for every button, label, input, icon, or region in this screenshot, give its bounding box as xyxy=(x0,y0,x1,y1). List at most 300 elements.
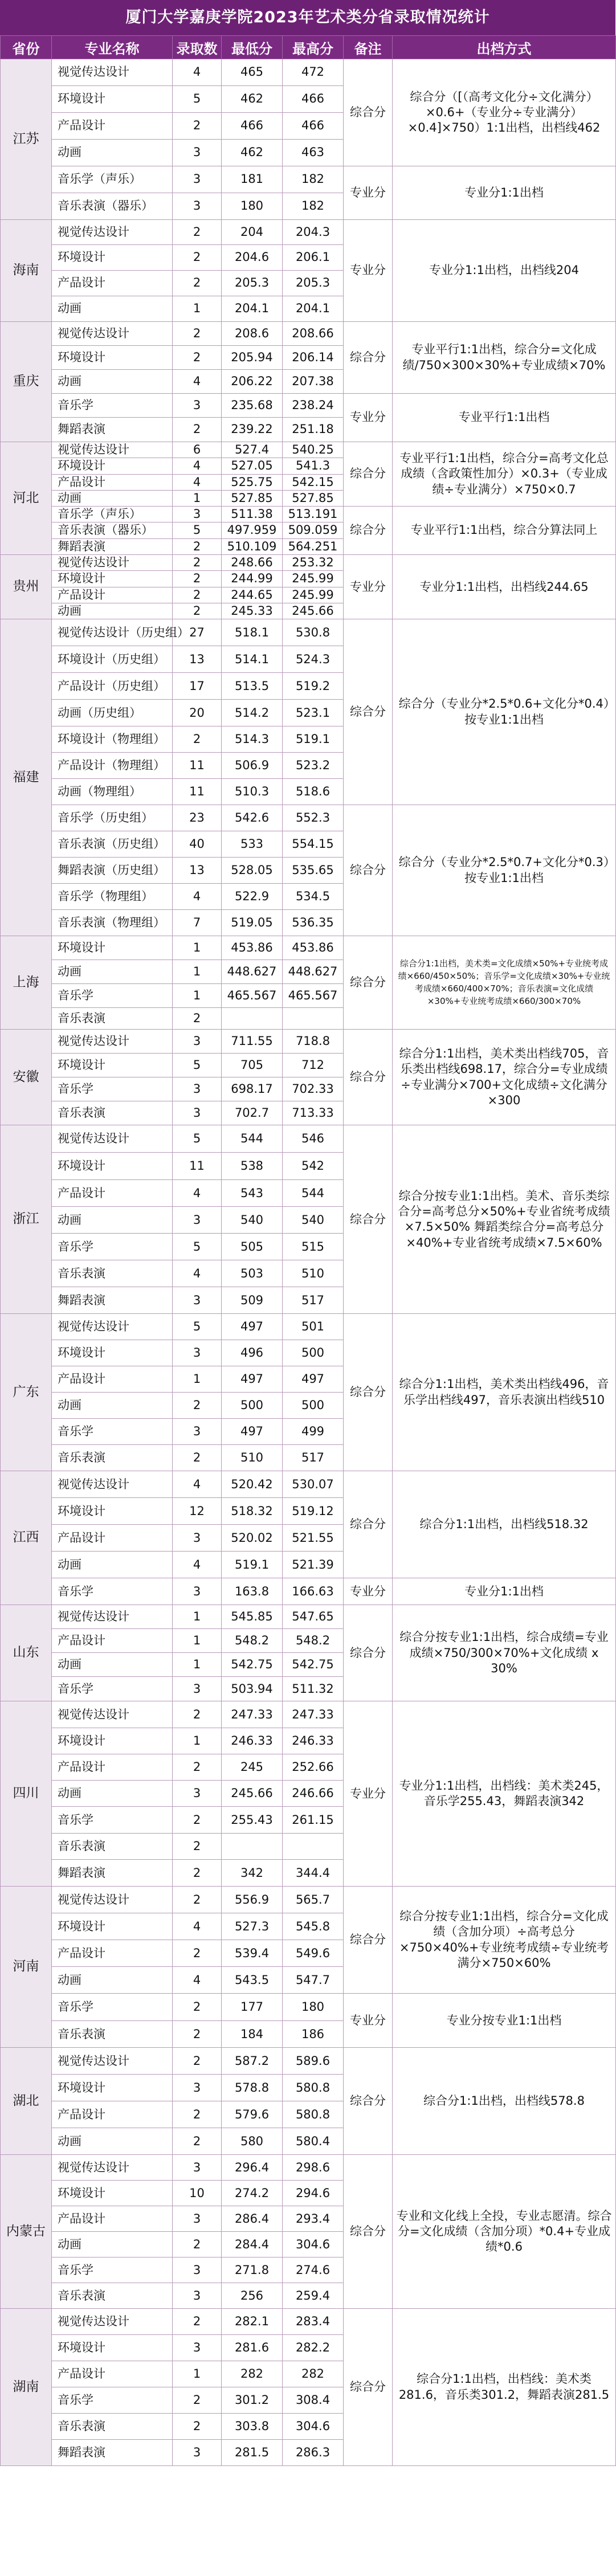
min-score-cell: 514.3 xyxy=(222,726,283,753)
max-score-cell: 298.6 xyxy=(283,2155,344,2181)
min-score-cell: 206.22 xyxy=(222,370,283,394)
max-score-cell: 466 xyxy=(283,86,344,113)
max-score-cell: 542 xyxy=(283,1153,344,1180)
min-score-cell: 462 xyxy=(222,86,283,113)
min-score-cell: 282 xyxy=(222,2361,283,2387)
count-cell: 3 xyxy=(173,1207,222,1234)
max-score-cell: 180 xyxy=(283,1994,344,2021)
count-cell: 3 xyxy=(173,1030,222,1054)
rule-cell: 专业平行1:1出档，综合分=高考文化总成绩（含政策性加分）×0.3+（专业成绩÷专业满分）×750×0.7 xyxy=(393,442,616,507)
max-score-cell: 589.6 xyxy=(283,2048,344,2075)
min-score-cell: 255.43 xyxy=(222,1807,283,1834)
table-row xyxy=(1,507,616,522)
min-score-cell: 702.7 xyxy=(222,1101,283,1125)
min-score-cell: 542.6 xyxy=(222,805,283,831)
min-score-cell: 204 xyxy=(222,220,283,245)
province-cell: 四川 xyxy=(1,1701,52,1887)
count-cell: 3 xyxy=(173,2075,222,2101)
max-score-cell: 208.66 xyxy=(283,322,344,346)
count-cell: 4 xyxy=(173,1471,222,1498)
remark-cell: 综合分 xyxy=(344,2309,393,2466)
count-cell: 2 xyxy=(173,2101,222,2128)
count-cell: 2 xyxy=(173,322,222,346)
min-score-cell: 465.567 xyxy=(222,984,283,1008)
remark-cell: 专业分 xyxy=(344,555,393,619)
col-header-major: 专业名称 xyxy=(52,36,173,59)
major-cell: 产品设计 xyxy=(52,1366,173,1393)
count-cell: 4 xyxy=(173,458,222,474)
max-score-cell: 513.191 xyxy=(283,507,344,522)
major-cell: 音乐学 xyxy=(52,1077,173,1101)
province-cell: 贵州 xyxy=(1,555,52,619)
major-cell: 音乐学 xyxy=(52,984,173,1008)
count-cell: 1 xyxy=(173,490,222,506)
count-cell: 3 xyxy=(173,1578,222,1605)
count-cell: 4 xyxy=(173,884,222,910)
major-cell: 产品设计 xyxy=(52,2206,173,2232)
major-cell: 动画 xyxy=(52,2232,173,2257)
max-score-cell: 552.3 xyxy=(283,805,344,831)
table-row xyxy=(1,1701,616,1728)
count-cell: 2 xyxy=(173,555,222,571)
remark-cell: 综合分 xyxy=(344,1471,393,1578)
major-cell: 产品设计（物理组） xyxy=(52,753,173,779)
min-score-cell: 520.42 xyxy=(222,1471,283,1498)
remark-cell: 专业分 xyxy=(344,1578,393,1605)
major-cell: 动画 xyxy=(52,1207,173,1234)
max-score-cell: 541.3 xyxy=(283,458,344,474)
major-cell: 音乐学 xyxy=(52,394,173,418)
max-score-cell: 501 xyxy=(283,1314,344,1340)
max-score-cell: 519.12 xyxy=(283,1498,344,1525)
rule-cell: 专业分1:1出档，出档线244.65 xyxy=(393,555,616,619)
min-score-cell: 540 xyxy=(222,1207,283,1234)
rule-cell: 综合分1:1出档，出档线：美术类281.6，音乐类301.2，舞蹈表演281.5 xyxy=(393,2309,616,2466)
count-cell: 5 xyxy=(173,1314,222,1340)
count-cell: 4 xyxy=(173,59,222,86)
table-row xyxy=(1,1578,616,1605)
max-score-cell: 546 xyxy=(283,1125,344,1153)
province-cell: 湖北 xyxy=(1,2048,52,2155)
min-score-cell: 519.1 xyxy=(222,1552,283,1578)
count-cell: 3 xyxy=(173,1340,222,1366)
remark-cell: 综合分 xyxy=(344,59,393,166)
remark-cell: 综合分 xyxy=(344,1605,393,1701)
table-row xyxy=(1,442,616,458)
rule-cell: 专业分1:1出档，出档线：美术类245，音乐学255.43，舞蹈表演342 xyxy=(393,1701,616,1887)
min-score-cell: 465 xyxy=(222,59,283,86)
table-row xyxy=(1,1887,616,1913)
max-score-cell: 304.6 xyxy=(283,2232,344,2257)
max-score-cell: 245.66 xyxy=(283,603,344,619)
max-score-cell: 523.1 xyxy=(283,700,344,726)
table-row xyxy=(1,2155,616,2181)
major-cell: 环境设计（物理组） xyxy=(52,726,173,753)
major-cell: 视觉传达设计 xyxy=(52,1605,173,1629)
col-header-rule: 出档方式 xyxy=(393,36,616,59)
min-score-cell: 453.86 xyxy=(222,936,283,960)
min-score-cell: 510.3 xyxy=(222,779,283,805)
count-cell: 17 xyxy=(173,673,222,700)
count-cell: 1 xyxy=(173,1366,222,1393)
max-score-cell: 186 xyxy=(283,2021,344,2048)
max-score-cell: 259.4 xyxy=(283,2283,344,2309)
max-score-cell: 308.4 xyxy=(283,2387,344,2414)
count-cell: 2 xyxy=(173,571,222,587)
major-cell: 音乐表演 xyxy=(52,2283,173,2309)
min-score-cell: 245.66 xyxy=(222,1781,283,1807)
min-score-cell xyxy=(222,1834,283,1860)
major-cell: 音乐表演 xyxy=(52,1008,173,1030)
max-score-cell: 245.99 xyxy=(283,571,344,587)
min-score-cell: 527.85 xyxy=(222,490,283,506)
max-score-cell: 580.8 xyxy=(283,2075,344,2101)
province-cell: 江西 xyxy=(1,1471,52,1605)
min-score-cell: 543 xyxy=(222,1180,283,1207)
count-cell: 5 xyxy=(173,1054,222,1077)
major-cell: 音乐学 xyxy=(52,1578,173,1605)
min-score-cell: 514.2 xyxy=(222,700,283,726)
major-cell: 音乐表演（物理组） xyxy=(52,910,173,936)
rule-cell: 专业分1:1出档，出档线204 xyxy=(393,220,616,322)
major-cell: 动画 xyxy=(52,1653,173,1677)
count-cell: 20 xyxy=(173,700,222,726)
count-cell: 2 xyxy=(173,1994,222,2021)
max-score-cell: 499 xyxy=(283,1419,344,1445)
count-cell: 2 xyxy=(173,2387,222,2414)
max-score-cell: 534.5 xyxy=(283,884,344,910)
major-cell: 音乐学 xyxy=(52,1419,173,1445)
rule-cell: 专业平行1:1出档，综合分算法同上 xyxy=(393,507,616,555)
min-score-cell: 533 xyxy=(222,831,283,858)
count-cell: 1 xyxy=(173,1653,222,1677)
count-cell: 2 xyxy=(173,1754,222,1781)
max-score-cell: 511.32 xyxy=(283,1677,344,1701)
province-cell: 海南 xyxy=(1,220,52,322)
count-cell: 3 xyxy=(173,1677,222,1701)
count-cell: 2 xyxy=(173,2048,222,2075)
count-cell: 13 xyxy=(173,858,222,884)
max-score-cell: 530.07 xyxy=(283,1471,344,1498)
major-cell: 音乐学（声乐） xyxy=(52,166,173,193)
count-cell: 3 xyxy=(173,394,222,418)
max-score-cell: 251.18 xyxy=(283,418,344,442)
min-score-cell: 543.5 xyxy=(222,1967,283,1994)
major-cell: 视觉传达设计 xyxy=(52,220,173,245)
count-cell: 4 xyxy=(173,1260,222,1287)
province-cell: 重庆 xyxy=(1,322,52,442)
remark-cell: 专业分 xyxy=(344,166,393,220)
min-score-cell: 510.109 xyxy=(222,538,283,554)
max-score-cell: 261.15 xyxy=(283,1807,344,1834)
rule-cell: 综合分按专业1:1出档，综合成绩=专业成绩×750/300×70%+文化成绩 x 30% xyxy=(393,1605,616,1701)
count-cell: 1 xyxy=(173,960,222,984)
major-cell: 视觉传达设计 xyxy=(52,2048,173,2075)
major-cell: 动画 xyxy=(52,1967,173,1994)
max-score-cell: 554.15 xyxy=(283,831,344,858)
province-cell: 浙江 xyxy=(1,1125,52,1314)
major-cell: 动画 xyxy=(52,960,173,984)
max-score-cell: 294.6 xyxy=(283,2181,344,2206)
table-row xyxy=(1,394,616,418)
table-body xyxy=(1,59,616,2466)
max-score-cell: 247.33 xyxy=(283,1701,344,1728)
count-cell: 2 xyxy=(173,271,222,296)
min-score-cell: 544 xyxy=(222,1125,283,1153)
table-row xyxy=(1,2309,616,2335)
max-score-cell: 283.4 xyxy=(283,2309,344,2335)
max-score-cell: 510 xyxy=(283,1260,344,1287)
major-cell: 产品设计 xyxy=(52,587,173,603)
max-score-cell: 509.059 xyxy=(283,522,344,538)
col-header-min-score: 最低分 xyxy=(222,36,283,59)
count-cell: 2 xyxy=(173,2414,222,2440)
table-row xyxy=(1,59,616,86)
max-score-cell: 521.55 xyxy=(283,1525,344,1552)
rule-cell: 综合分按专业1:1出档，综合分=文化成绩（含加分项）÷高考总分×750×40%+专业统考成绩÷专业统考满分×750×60% xyxy=(393,1887,616,1994)
min-score-cell: 519.05 xyxy=(222,910,283,936)
remark-cell: 专业分 xyxy=(344,1701,393,1887)
max-score-cell: 463 xyxy=(283,140,344,166)
count-cell: 1 xyxy=(173,1605,222,1629)
major-cell: 音乐表演 xyxy=(52,1260,173,1287)
table-row xyxy=(1,220,616,245)
count-cell: 3 xyxy=(173,2206,222,2232)
province-cell: 福建 xyxy=(1,619,52,936)
count-cell: 7 xyxy=(173,910,222,936)
max-score-cell: 580.4 xyxy=(283,2128,344,2155)
count-cell: 4 xyxy=(173,1180,222,1207)
rule-cell: 综合分1:1出档，出档线578.8 xyxy=(393,2048,616,2155)
min-score-cell: 711.55 xyxy=(222,1030,283,1054)
max-score-cell: 204.1 xyxy=(283,296,344,322)
remark-cell: 综合分 xyxy=(344,1125,393,1314)
max-score-cell: 518.6 xyxy=(283,779,344,805)
major-cell: 动画 xyxy=(52,140,173,166)
max-score-cell: 515 xyxy=(283,1234,344,1260)
count-cell: 1 xyxy=(173,1629,222,1653)
remark-cell: 综合分 xyxy=(344,936,393,1030)
major-cell: 环境设计 xyxy=(52,571,173,587)
min-score-cell: 208.6 xyxy=(222,322,283,346)
min-score-cell: 520.02 xyxy=(222,1525,283,1552)
min-score-cell: 281.6 xyxy=(222,2335,283,2361)
major-cell: 环境设计 xyxy=(52,2335,173,2361)
table-row xyxy=(1,1314,616,1340)
rule-cell: 综合分（专业分*2.5*0.6+文化分*0.4）按专业1:1出档 xyxy=(393,619,616,805)
count-cell: 3 xyxy=(173,140,222,166)
major-cell: 音乐表演（器乐） xyxy=(52,522,173,538)
rule-cell: 专业和文化线上全投，专业志愿清。综合分=文化成绩（含加分项）*0.4+专业成绩*0.6 xyxy=(393,2155,616,2309)
major-cell: 视觉传达设计 xyxy=(52,2155,173,2181)
min-score-cell: 496 xyxy=(222,1340,283,1366)
admission-table xyxy=(0,35,616,2466)
max-score-cell: 517 xyxy=(283,1445,344,1471)
major-cell: 音乐学 xyxy=(52,1807,173,1834)
rule-cell: 综合分（[（高考文化分÷文化满分）×0.6+（专业分÷专业满分）×0.4]×750）1:1出档，出档线462 xyxy=(393,59,616,166)
col-header-province: 省份 xyxy=(1,36,52,59)
min-score-cell: 527.3 xyxy=(222,1913,283,1940)
max-score-cell: 207.38 xyxy=(283,370,344,394)
max-score-cell: 500 xyxy=(283,1393,344,1419)
rule-cell: 综合分1:1出档，美术类出档线705，音乐类出档线698.17，综合分=专业成绩÷专业满分×700+文化成绩÷文化满分×300 xyxy=(393,1030,616,1125)
min-score-cell: 239.22 xyxy=(222,418,283,442)
major-cell: 视觉传达设计 xyxy=(52,1314,173,1340)
province-cell: 河南 xyxy=(1,1887,52,2048)
max-score-cell: 344.4 xyxy=(283,1860,344,1887)
major-cell: 音乐表演 xyxy=(52,2021,173,2048)
major-cell: 舞蹈表演 xyxy=(52,1287,173,1314)
max-score-cell: 712 xyxy=(283,1054,344,1077)
max-score-cell: 544 xyxy=(283,1180,344,1207)
min-score-cell: 539.4 xyxy=(222,1940,283,1967)
max-score-cell: 448.627 xyxy=(283,960,344,984)
major-cell: 环境设计 xyxy=(52,1054,173,1077)
min-score-cell: 514.1 xyxy=(222,646,283,673)
major-cell: 环境设计 xyxy=(52,1913,173,1940)
major-cell: 动画 xyxy=(52,603,173,619)
province-cell: 湖南 xyxy=(1,2309,52,2466)
major-cell: 视觉传达设计 xyxy=(52,1030,173,1054)
min-score-cell: 500 xyxy=(222,1393,283,1419)
count-cell: 3 xyxy=(173,507,222,522)
min-score-cell: 274.2 xyxy=(222,2181,283,2206)
col-header-count: 录取数 xyxy=(173,36,222,59)
province-cell: 上海 xyxy=(1,936,52,1030)
max-score-cell: 521.39 xyxy=(283,1552,344,1578)
major-cell: 动画（物理组） xyxy=(52,779,173,805)
count-cell: 3 xyxy=(173,1077,222,1101)
remark-cell: 综合分 xyxy=(344,2155,393,2309)
min-score-cell: 522.9 xyxy=(222,884,283,910)
min-score-cell: 180 xyxy=(222,193,283,220)
count-cell: 1 xyxy=(173,984,222,1008)
min-score-cell: 556.9 xyxy=(222,1887,283,1913)
major-cell: 动画 xyxy=(52,370,173,394)
max-score-cell: 252.66 xyxy=(283,1754,344,1781)
min-score-cell: 705 xyxy=(222,1054,283,1077)
major-cell: 产品设计 xyxy=(52,1180,173,1207)
max-score-cell: 535.65 xyxy=(283,858,344,884)
major-cell: 音乐学（声乐） xyxy=(52,507,173,522)
major-cell: 产品设计 xyxy=(52,2101,173,2128)
count-cell: 11 xyxy=(173,779,222,805)
table-row xyxy=(1,936,616,960)
major-cell: 动画 xyxy=(52,296,173,322)
max-score-cell xyxy=(283,1008,344,1030)
remark-cell: 综合分 xyxy=(344,805,393,936)
count-cell: 2 xyxy=(173,2128,222,2155)
major-cell: 视觉传达设计（历史组） xyxy=(52,619,173,646)
max-score-cell: 519.1 xyxy=(283,726,344,753)
min-score-cell: 256 xyxy=(222,2283,283,2309)
max-score-cell: 713.33 xyxy=(283,1101,344,1125)
max-score-cell: 304.6 xyxy=(283,2414,344,2440)
max-score-cell: 718.8 xyxy=(283,1030,344,1054)
max-score-cell: 286.3 xyxy=(283,2440,344,2466)
count-cell: 1 xyxy=(173,936,222,960)
province-cell: 安徽 xyxy=(1,1030,52,1125)
rule-cell: 综合分1:1出档，美术类出档线496，音乐学出档线497，音乐表演出档线510 xyxy=(393,1314,616,1471)
major-cell: 舞蹈表演 xyxy=(52,1860,173,1887)
count-cell: 2 xyxy=(173,2232,222,2257)
table-row xyxy=(1,2048,616,2075)
count-cell: 2 xyxy=(173,1860,222,1887)
min-score-cell: 466 xyxy=(222,113,283,140)
major-cell: 音乐学 xyxy=(52,1994,173,2021)
max-score-cell: 530.8 xyxy=(283,619,344,646)
count-cell: 4 xyxy=(173,1913,222,1940)
table-row xyxy=(1,1605,616,1629)
min-score-cell: 578.8 xyxy=(222,2075,283,2101)
count-cell: 3 xyxy=(173,2155,222,2181)
major-cell: 视觉传达设计 xyxy=(52,555,173,571)
count-cell: 2 xyxy=(173,220,222,245)
min-score-cell: 205.3 xyxy=(222,271,283,296)
max-score-cell: 545.8 xyxy=(283,1913,344,1940)
min-score-cell: 448.627 xyxy=(222,960,283,984)
min-score-cell: 545.85 xyxy=(222,1605,283,1629)
min-score-cell: 282.1 xyxy=(222,2309,283,2335)
min-score-cell: 247.33 xyxy=(222,1701,283,1728)
min-score-cell: 245.33 xyxy=(222,603,283,619)
count-cell: 2 xyxy=(173,1701,222,1728)
max-score-cell: 547.7 xyxy=(283,1967,344,1994)
count-cell: 2 xyxy=(173,2021,222,2048)
remark-cell: 综合分 xyxy=(344,2048,393,2155)
max-score-cell: 466 xyxy=(283,113,344,140)
table-row xyxy=(1,1125,616,1153)
major-cell: 视觉传达设计 xyxy=(52,2309,173,2335)
min-score-cell: 462 xyxy=(222,140,283,166)
major-cell: 动画（历史组） xyxy=(52,700,173,726)
min-score-cell: 248.66 xyxy=(222,555,283,571)
count-cell: 2 xyxy=(173,587,222,603)
major-cell: 产品设计 xyxy=(52,1754,173,1781)
min-score-cell: 542.75 xyxy=(222,1653,283,1677)
max-score-cell: 702.33 xyxy=(283,1077,344,1101)
major-cell: 视觉传达设计 xyxy=(52,1701,173,1728)
max-score-cell: 245.99 xyxy=(283,587,344,603)
remark-cell: 专业分 xyxy=(344,394,393,442)
rule-cell: 专业分1:1出档 xyxy=(393,1578,616,1605)
count-cell: 2 xyxy=(173,1807,222,1834)
major-cell: 产品设计 xyxy=(52,1940,173,1967)
major-cell: 视觉传达设计 xyxy=(52,322,173,346)
remark-cell: 专业分 xyxy=(344,1994,393,2048)
major-cell: 环境设计 xyxy=(52,245,173,271)
max-score-cell: 540 xyxy=(283,1207,344,1234)
min-score-cell: 497 xyxy=(222,1366,283,1393)
count-cell: 4 xyxy=(173,1967,222,1994)
max-score-cell: 524.3 xyxy=(283,646,344,673)
table-row xyxy=(1,322,616,346)
major-cell: 环境设计（历史组） xyxy=(52,646,173,673)
count-cell: 1 xyxy=(173,2361,222,2387)
count-cell: 1 xyxy=(173,296,222,322)
min-score-cell: 510 xyxy=(222,1445,283,1471)
remark-cell: 综合分 xyxy=(344,507,393,555)
major-cell: 产品设计 xyxy=(52,113,173,140)
max-score-cell: 282.2 xyxy=(283,2335,344,2361)
count-cell: 12 xyxy=(173,1498,222,1525)
count-cell: 5 xyxy=(173,1125,222,1153)
min-score-cell: 527.05 xyxy=(222,458,283,474)
count-cell: 40 xyxy=(173,831,222,858)
table-row xyxy=(1,619,616,646)
province-cell: 山东 xyxy=(1,1605,52,1701)
major-cell: 音乐表演（历史组） xyxy=(52,831,173,858)
